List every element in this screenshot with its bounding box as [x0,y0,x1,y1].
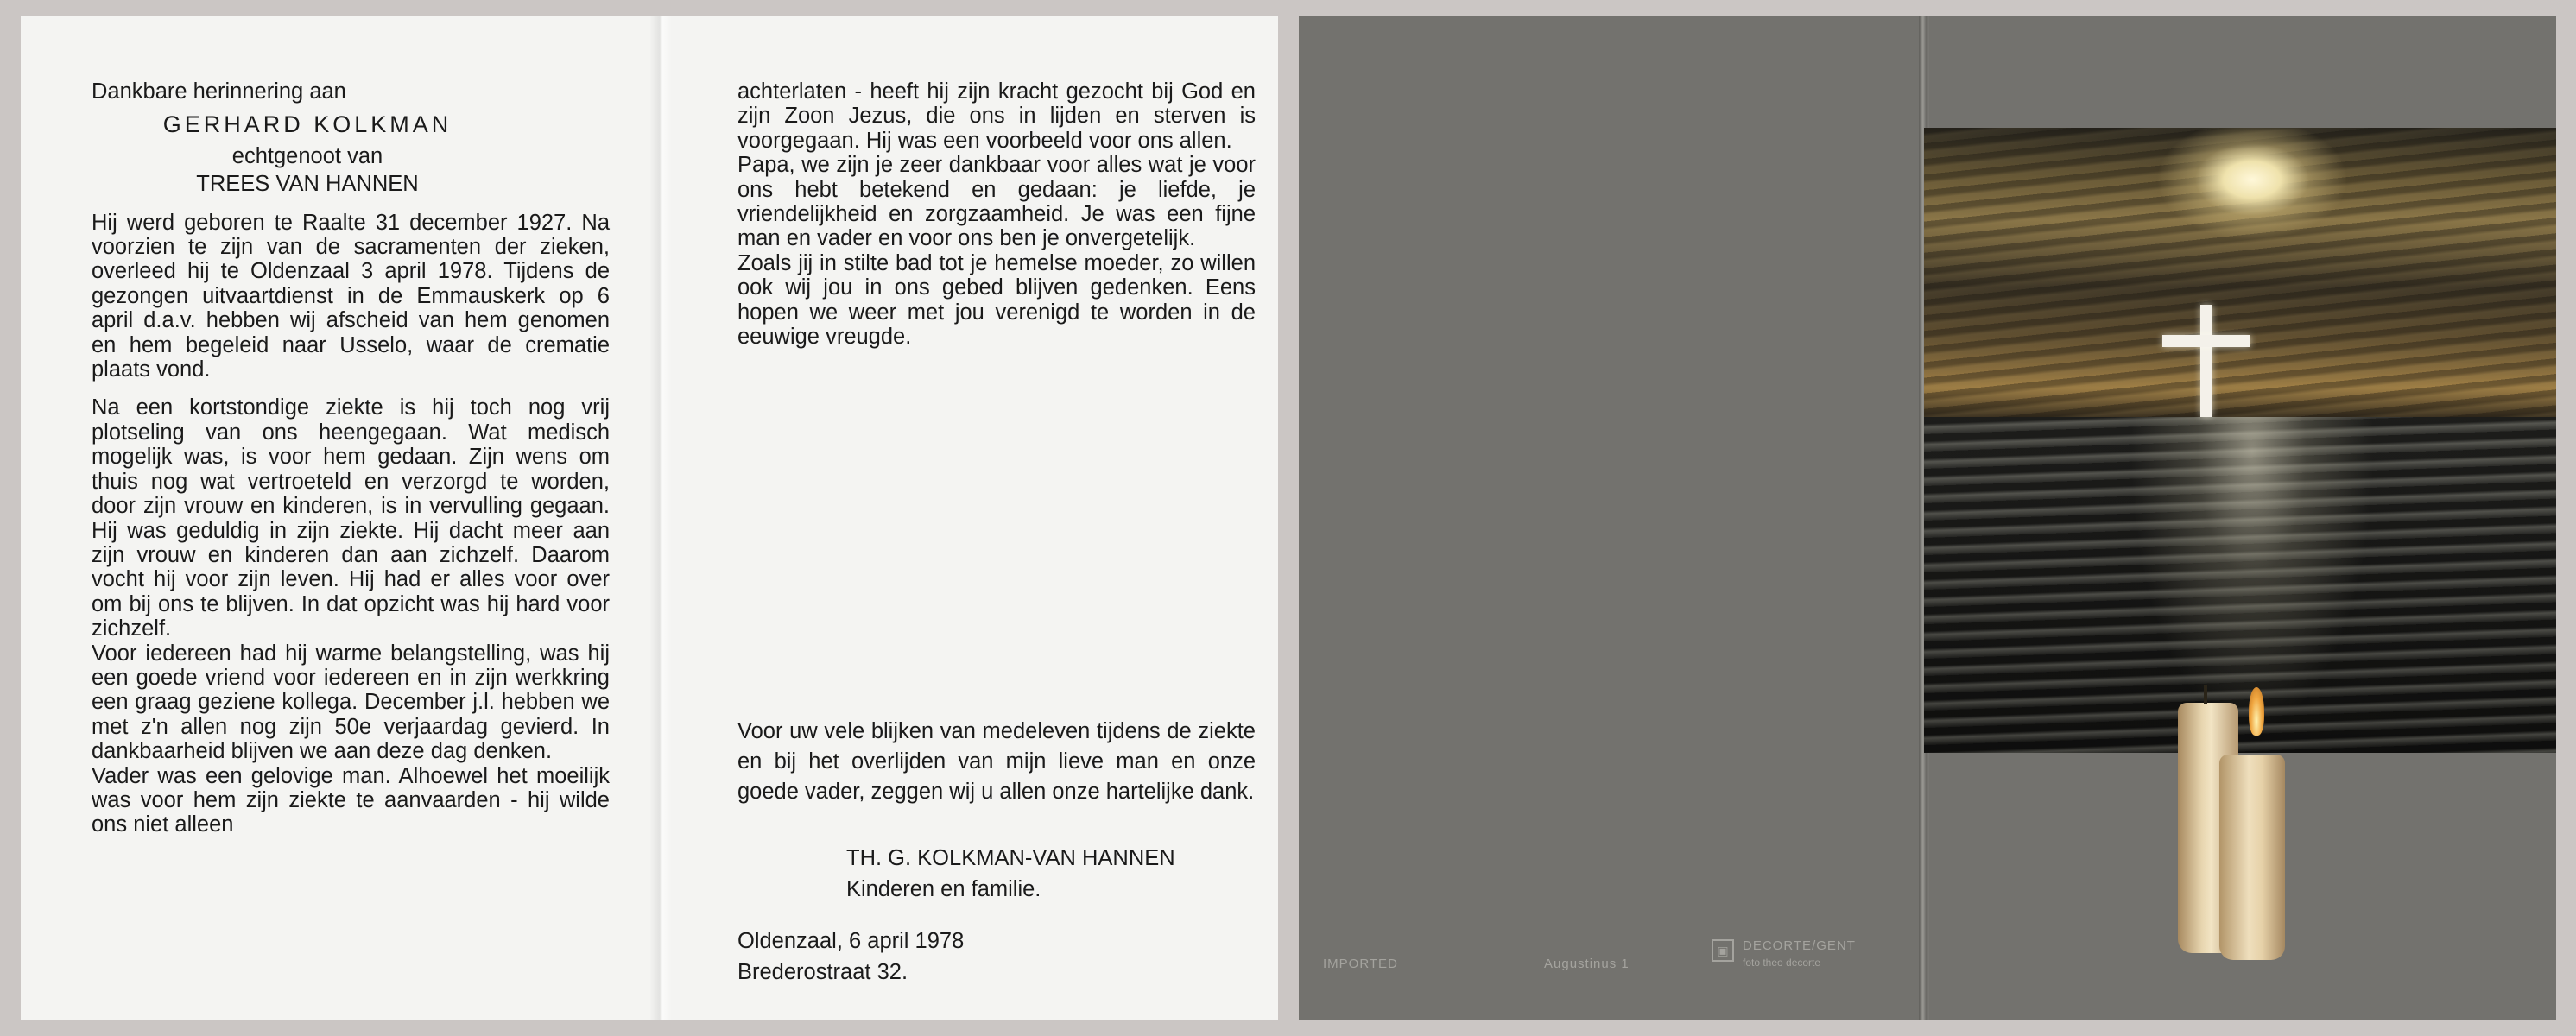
imprint-imported: IMPORTED [1323,957,1398,971]
paragraph-faith: Vader was een gelovige man. Alhoewel het moeilijk was voor hem zijn ziekte te aanvaarden - hij wilde ons niet alleen [92,763,610,837]
heading: Dankbare herinnering aan [92,79,346,104]
candle-short [2219,755,2285,960]
imprint-series: Augustinus 1 [1544,957,1630,971]
paragraph-birth-death: Hij werd geboren te Raalte 31 december 1927. Na voorzien te zijn van de sacramenten der zieken, overleed hij te Oldenzaal 3 april 1978. Tijdens de gezongen uitvaartdienst in de Emmauskerk op 6 april d.a.v. hebben wij afscheid van hem genomen en hem begeleid naar Usselo, waar de crematie plaats vond. [92,210,610,382]
place-date: Oldenzaal, 6 april 1978 [737,929,965,953]
place-block [737,925,964,988]
card-fold [649,16,672,1020]
signature-block [846,843,1175,905]
cross-icon [2200,305,2212,417]
paragraph-prayer: Zoals jij in stilte bad tot je hemelse moeder, zo willen ook wij jou in ons gebed blijven gedenken. Eens hopen we weer met jou verenigd te worden in de eeuwige vreugde. [737,250,1256,350]
cross-icon-bar [2162,335,2250,347]
left-column [92,79,610,837]
imprint-photo-credit: foto theo decorte [1743,957,1821,969]
paragraph-thanks-papa: Papa, we zijn je zeer dankbaar voor alles wat je voor ons hebt betekend en gedaan: je liefde, je vriendelijkheid en zorgzaamheid. Je was een fijne man en vader en voor ons ben je onvergetelijk. [737,153,1256,251]
publisher-logo-icon: ▣ [1712,939,1734,962]
signature-name: TH. G. KOLKMAN-VAN HANNEN [846,846,1175,870]
sky-image [1924,128,2556,417]
right-column [737,79,1256,349]
paragraph-illness: Na een kortstondige ziekte is hij toch nog vrij plotseling van ons heengegaan. Wat medisch mogelijk was, is voor hem gedaan. Zijn wens om thuis nog wat vertroeteld en verzorgd te worden, door zijn vrouw en kinderen, is in vervulling gegaan. Hij was geduldig in zijn ziekte. Hij dacht meer aan zijn vrouw en kinderen dan aan zichzelf. Daarom vocht hij voor zijn leven. Hij had er alles voor over om bij ons te blijven. In dat opzicht was hij hard voor zichzelf. [92,395,610,641]
deceased-name: GERHARD KOLKMAN [162,111,453,138]
flame-icon [2249,687,2264,736]
candles-image [2162,677,2301,962]
memorial-card-cover [1299,16,2556,1020]
spouse-name: TREES VAN HANNEN [196,172,419,197]
relation-text: echtgenoot van [231,143,383,168]
candle-wick [2204,685,2207,704]
closing-thanks: Voor uw vele blijken van medeleven tijdens de ziekte en bij het overlijden van mijn lieve man en onze goede vader, zeggen wij u allen onze hartelijke dank. [737,718,1256,804]
sea-sunset-photo [1924,128,2556,753]
signature-family: Kinderen en familie. [846,877,1041,901]
paragraph-strength: achterlaten - heeft hij zijn kracht gezocht bij God en zijn Zoon Jezus, die ons in lijden en sterven is voorgegaan. Hij was een voorbeeld voor ons allen. [737,79,1256,153]
imprint-publisher: DECORTE/GENT [1743,938,1856,953]
memorial-card-text [21,16,1278,1020]
address: Brederostraat 32. [737,960,908,984]
paragraph-friendship: Voor iedereen had hij warme belangstelling, was hij een goede vriend voor iedereen en in zijn werkkring een graag geziene kollega. December j.l. hebben we met z'n allen nog zijn 50e verjaardag gevierd. In dankbaarheid blijven we aan deze dag denken. [92,641,610,764]
